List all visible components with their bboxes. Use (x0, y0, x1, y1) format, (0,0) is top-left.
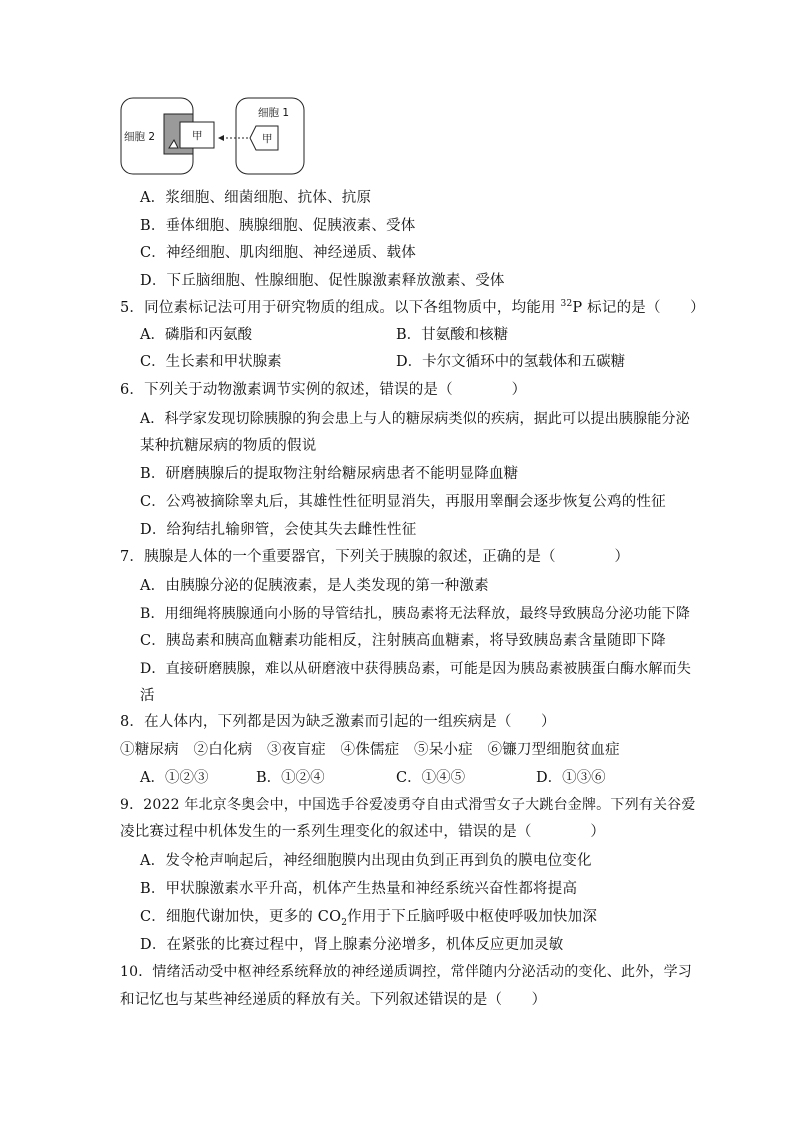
q4-option-d: D．下丘脑细胞、性腺细胞、促性腺激素释放激素、受体 (140, 273, 505, 289)
signal-label-bound: 甲 (192, 130, 203, 142)
q6-option-c: C．公鸡被摘除睾丸后，其雄性性征明显消失，再服用睾酮会逐步恢复公鸡的性征 (140, 494, 666, 510)
q9-option-d: D．在紧张的比赛过程中，肾上腺素分泌增多，机体反应更加灵敏 (140, 937, 564, 953)
q6-option-a-line1: A．科学家发现切除胰腺的狗会患上与人的糖尿病类似的疾病，据此可以提出胰腺能分泌 (140, 411, 690, 427)
q8-option-c: C．①④⑤ (396, 770, 466, 786)
q5-option-d: D．卡尔文循环中的氢载体和五碳糖 (396, 354, 626, 370)
q4-option-a: A．浆细胞、细菌细胞、抗体、抗原 (140, 190, 372, 206)
cell-1-label: 细胞 1 (258, 107, 290, 119)
q5-option-a: A．磷脂和丙氨酸 (140, 327, 252, 343)
q9-option-b: B．甲状腺激素水平升高，机体产生热量和神经系统兴奋性都将提高 (140, 881, 578, 897)
q10-stem-line2: 和记忆也与某些神经递质的释放有关。下列叙述错误的是（ ） (120, 992, 547, 1008)
q5-stem-pre: 5．同位素标记法可用于研究物质的组成。以下各组物质中，均能用 (120, 300, 561, 316)
q9-option-a: A．发令枪声响起后，神经细胞膜内出现由负到正再到负的膜电位变化 (140, 853, 592, 869)
q9-stem-line2: 凌比赛过程中机体发生的一系列生理变化的叙述中，错误的是（ ） (120, 824, 606, 840)
q5-option-b: B．甘氨酸和核糖 (396, 327, 509, 343)
cell-2-label: 细胞 2 (124, 131, 156, 143)
q7-option-d-line2: 活 (140, 688, 155, 704)
q9-option-c-pre: C．细胞代谢加快，更多的 CO (140, 909, 342, 925)
q6-option-d: D．给狗结扎输卵管，会使其失去雌性性征 (140, 522, 417, 538)
q4-option-b: B．垂体细胞、胰腺细胞、促胰液素、受体 (140, 218, 416, 234)
q6-option-a-line2: 某种抗糖尿病的物质的假说 (140, 438, 317, 454)
q4-option-c: C．神经细胞、肌肉细胞、神经递质、载体 (140, 245, 416, 261)
q7-option-a: A．由胰腺分泌的促胰液素，是人类发现的第一种激素 (140, 578, 489, 594)
q5-isotope-sup: 32 (560, 299, 573, 310)
q10-stem-line1: 10．情绪活动受中枢神经系统释放的神经递质调控，常伴随内分泌活动的变化、此外，学习 (120, 964, 693, 980)
q9-option-c-sub: 2 (341, 917, 348, 928)
q9-option-c-post: 作用于下丘脑呼吸中枢使呼吸加快加深 (347, 909, 598, 925)
q9-option-c (140, 907, 597, 927)
signal-label-free: 甲 (262, 133, 273, 145)
q5-option-c: C．生长素和甲状腺素 (140, 354, 282, 370)
q5-stem (120, 298, 705, 318)
q8-stem: 8．在人体内，下列都是因为缺乏激素而引起的一组疾病是（ ） (120, 714, 556, 730)
q8-option-b: B．①②④ (256, 770, 325, 786)
q5-stem-post: P 标记的是（ ） (572, 300, 705, 316)
q6-stem: 6．下列关于动物激素调节实例的叙述，错误的是（ ） (120, 382, 527, 398)
q6-option-b: B．研磨胰腺后的提取物注射给糖尿病患者不能明显降血糖 (140, 466, 519, 482)
q7-option-b: B．用细绳将胰腺通向小肠的导管结扎，胰岛素将无法释放，最终导致胰岛分泌功能下降 (140, 606, 691, 622)
q7-stem: 7．胰腺是人体的一个重要器官，下列关于胰腺的叙述，正确的是（ ） (120, 549, 630, 565)
q7-option-d-line1: D．直接研磨胰腺，难以从研磨液中获得胰岛素，可能是因为胰岛素被胰蛋白酶水解而失 (140, 661, 692, 677)
q8-items: ①糖尿病 ②白化病 ③夜盲症 ④侏儒症 ⑤呆小症 ⑥镰刀型细胞贫血症 (120, 742, 620, 758)
cell-signaling-diagram (118, 96, 308, 176)
q8-option-a: A．①②③ (140, 770, 209, 786)
q7-option-c: C．胰岛素和胰高血糖素功能相反，注射胰高血糖素，将导致胰岛素含量随即下降 (140, 633, 666, 649)
q9-stem-line1: 9．2022 年北京冬奥会中，中国选手谷爱凌勇夺自由式滑雪女子大跳台金牌。下列有关谷爱 (120, 797, 696, 813)
arrow-head-icon (218, 135, 224, 141)
q8-option-d: D．①③⑥ (536, 770, 606, 786)
